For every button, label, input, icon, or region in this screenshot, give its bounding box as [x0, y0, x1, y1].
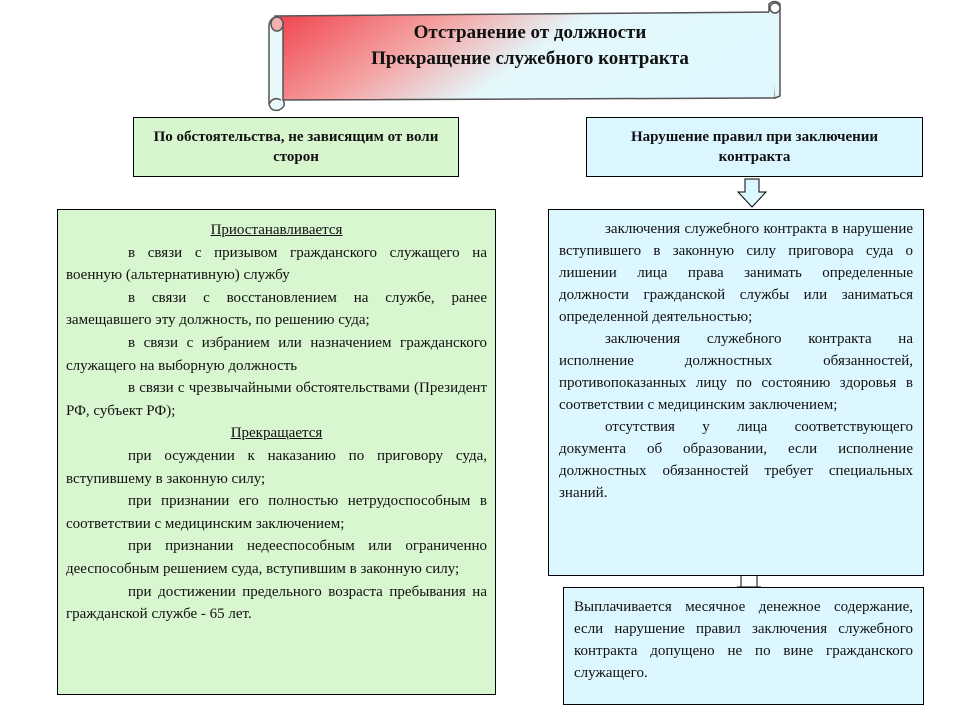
terminated-item: при признании его полностью нетрудоспособным в соответствии с медицинским заключением; [66, 493, 487, 532]
left-panel [57, 209, 496, 695]
right-panel [548, 209, 924, 576]
title-text [295, 20, 765, 72]
payment-note-box [563, 587, 924, 705]
title-scroll [265, 0, 785, 112]
payment-note-text: Выплачивается месячное денежное содержание, если нарушение правил заключения служебного контракта допущено не по вине гражданского служащего. [574, 599, 913, 681]
suspended-heading: Приостанавливается [210, 222, 343, 238]
suspended-item: в связи с избранием или назначением гражданского служащего на выборную должность [66, 334, 487, 374]
title-line-1: Отстранение от должности [413, 22, 647, 43]
terminated-heading: Прекращается [230, 425, 323, 442]
terminated-item: при достижении предельного возраста пребывания на гражданской службе - 65 лет. [66, 583, 487, 623]
violation-item: заключения служебного контракта на исполнение должностных обязанностей, противопоказанных лицу по состоянию здоровья в соответствии с медицинским заключением; [559, 331, 913, 413]
title-line-2: Прекращение служебного контракта [371, 48, 689, 69]
header-right-box [586, 117, 923, 177]
terminated-item: при осуждении к наказанию по приговору суда, вступившему в законную силу; [66, 447, 487, 487]
violation-item: заключения служебного контракта в нарушение вступившего в законную силу приговора суда о лишении лица права занимать определенные должности гражданской службы или заниматься определенной деятельностью; [559, 221, 913, 325]
header-left-box [133, 117, 459, 177]
down-arrow-icon [737, 178, 767, 208]
suspended-item: в связи с чрезвычайными обстоятельствами (Президент РФ, субъект РФ); [66, 380, 487, 419]
suspended-item: в связи с призывом гражданского служащего на военную (альтернативную) службу [66, 244, 487, 284]
header-left-text: По обстоятельства, не зависящим от воли сторон [153, 129, 439, 165]
header-right-text: Нарушение правил при заключении контракта [630, 129, 879, 165]
violation-item: отсутствия у лица соответствующего документа об образовании, если исполнение должностных обязанностей требует специальных знаний. [559, 419, 913, 501]
terminated-item: при признании недееспособным или ограниченно дееспособным решением суда, вступившим в законную силу; [66, 538, 487, 577]
suspended-item: в связи с восстановлением на службе, ранее замещавшего эту должность, по решению суда; [66, 289, 487, 329]
